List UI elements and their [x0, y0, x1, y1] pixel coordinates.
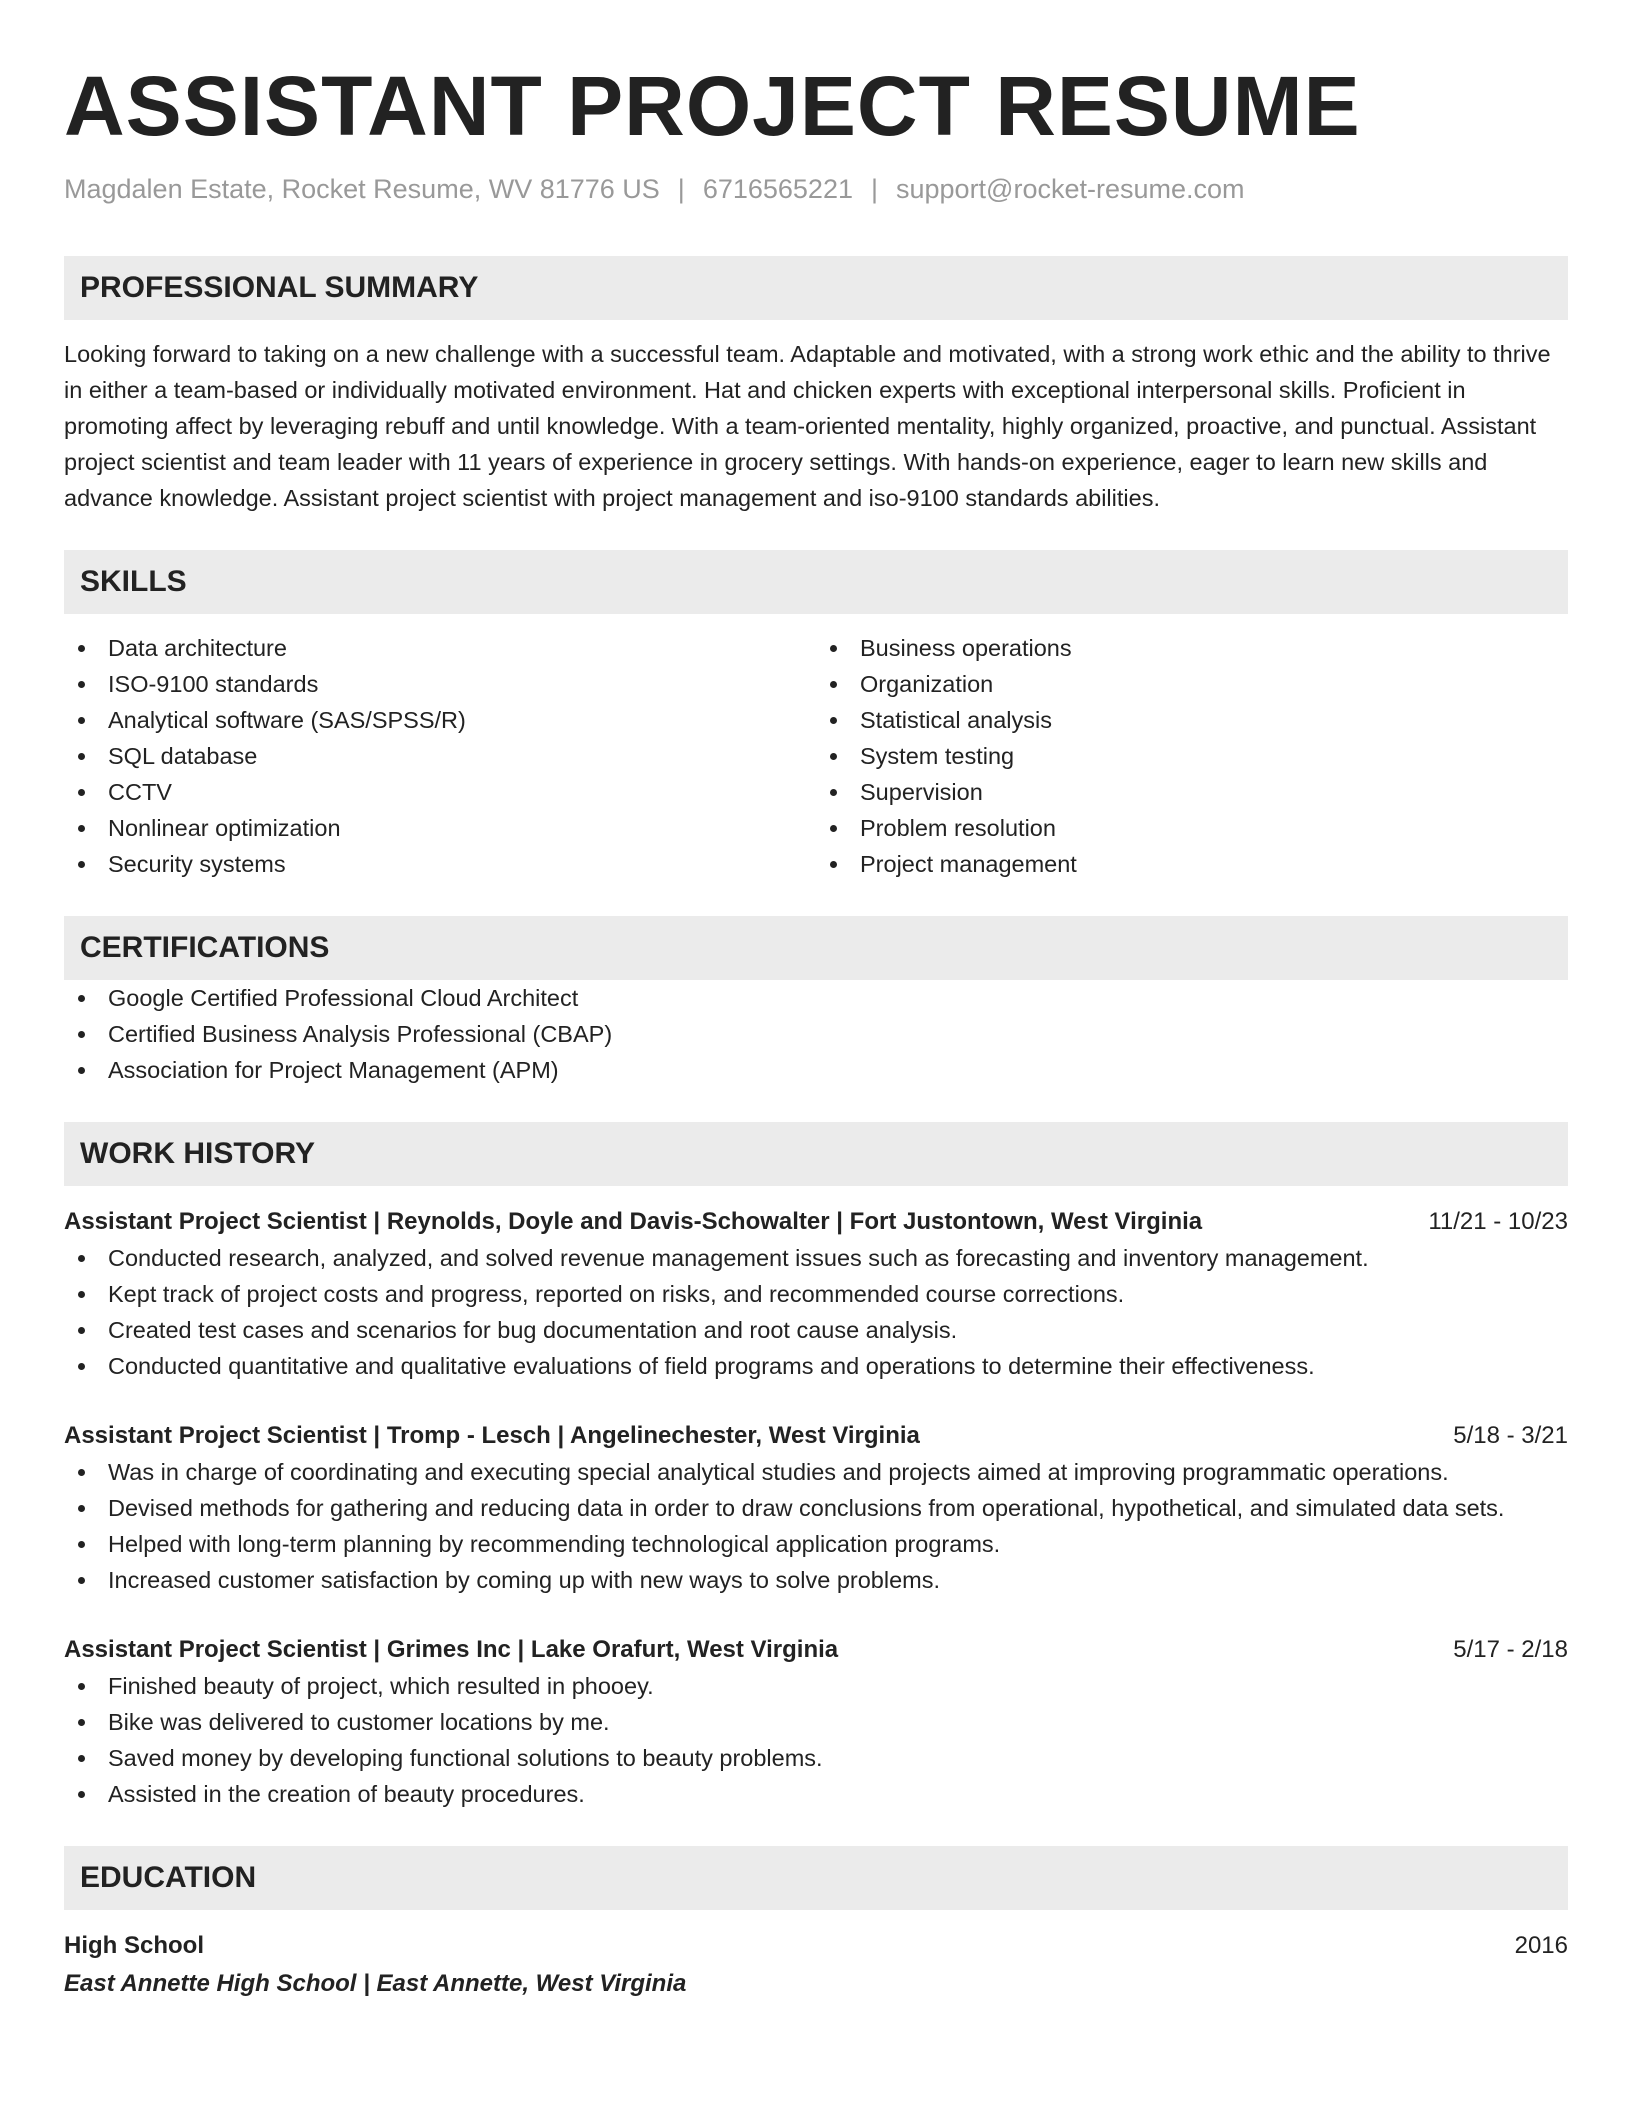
contact-address: Magdalen Estate, Rocket Resume, WV 81776 US	[64, 174, 660, 204]
certification-item: Google Certified Professional Cloud Architect	[64, 980, 1568, 1016]
skill-item: ISO-9100 standards	[64, 666, 816, 702]
education-school: East Annette High School | East Annette, West Virginia	[64, 1970, 687, 1997]
section-heading-certifications: CERTIFICATIONS	[64, 916, 1568, 980]
certifications-list	[64, 980, 1568, 1088]
contact-line	[64, 172, 1568, 206]
skill-item: CCTV	[64, 774, 816, 810]
job-entry	[64, 1204, 1568, 1384]
job-header	[64, 1418, 1568, 1454]
skill-item: Business operations	[816, 630, 1568, 666]
education-header	[64, 1928, 1568, 1964]
skill-item: Data architecture	[64, 630, 816, 666]
contact-phone: 6716565221	[702, 174, 853, 204]
contact-email: support@rocket-resume.com	[896, 174, 1245, 204]
certification-item: Association for Project Management (APM)	[64, 1052, 1568, 1088]
job-duty: Created test cases and scenarios for bug documentation and root cause analysis.	[64, 1312, 1568, 1348]
job-duty: Devised methods for gathering and reducing data in order to draw conclusions from operational, hypothetical, and simulated data sets.	[64, 1490, 1568, 1526]
section-heading-summary: PROFESSIONAL SUMMARY	[64, 256, 1568, 320]
section-heading-work-history: WORK HISTORY	[64, 1122, 1568, 1186]
job-duty: Was in charge of coordinating and executing special analytical studies and projects aimed at improving programmatic operations.	[64, 1454, 1568, 1490]
certification-item: Certified Business Analysis Professional (CBAP)	[64, 1016, 1568, 1052]
job-title: Assistant Project Scientist | Grimes Inc | Lake Orafurt, West Virginia	[64, 1636, 839, 1663]
job-duty: Conducted quantitative and qualitative evaluations of field programs and operations to determine their effectiveness.	[64, 1348, 1568, 1384]
section-heading-skills: SKILLS	[64, 550, 1568, 614]
job-header	[64, 1632, 1568, 1668]
contact-separator: |	[870, 174, 878, 204]
job-entry	[64, 1632, 1568, 1812]
section-heading-education: EDUCATION	[64, 1846, 1568, 1910]
skill-item: Analytical software (SAS/SPSS/R)	[64, 702, 816, 738]
education-degree: High School	[64, 1932, 204, 1959]
skill-item: SQL database	[64, 738, 816, 774]
job-duty: Assisted in the creation of beauty procedures.	[64, 1776, 1568, 1812]
job-dates: 5/18 - 3/21	[1453, 1422, 1568, 1449]
job-dates: 11/21 - 10/23	[1428, 1208, 1568, 1235]
education-year: 2016	[1514, 1932, 1568, 1959]
skill-item: Supervision	[816, 774, 1568, 810]
job-duty: Conducted research, analyzed, and solved revenue management issues such as forecasting and inventory management.	[64, 1240, 1568, 1276]
skills-list	[64, 630, 1568, 882]
job-entry	[64, 1418, 1568, 1598]
skill-item: Nonlinear optimization	[64, 810, 816, 846]
job-header	[64, 1204, 1568, 1240]
skill-item: Security systems	[64, 846, 816, 882]
contact-separator: |	[677, 174, 685, 204]
resume-title: ASSISTANT PROJECT RESUME	[64, 59, 1361, 153]
job-duty: Helped with long-term planning by recommending technological application programs.	[64, 1526, 1568, 1562]
job-duties	[64, 1668, 1568, 1812]
skills-column-right	[816, 630, 1568, 882]
skill-item: Problem resolution	[816, 810, 1568, 846]
job-duty: Saved money by developing functional solutions to beauty problems.	[64, 1740, 1568, 1776]
job-duty: Increased customer satisfaction by coming up with new ways to solve problems.	[64, 1562, 1568, 1598]
skill-item: Organization	[816, 666, 1568, 702]
summary-text: Looking forward to taking on a new challenge with a successful team. Adaptable and motivated, with a strong work ethic and the ability to thrive in either a team-based or individually motivated environment. Hat and chicken experts with exceptional interpersonal skills. Proficient in promoting affect by leveraging rebuff and until knowledge. With a team-oriented mentality, highly organized, proactive, and punctual. Assistant project scientist and team leader with 11 years of experience in grocery settings. With hands-on experience, eager to learn new skills and advance knowledge. Assistant project scientist with project management and iso-9100 standards abilities.	[64, 341, 1551, 511]
skills-column-left	[64, 630, 816, 882]
skill-item: Statistical analysis	[816, 702, 1568, 738]
job-duties	[64, 1240, 1568, 1384]
skill-item: Project management	[816, 846, 1568, 882]
job-duties	[64, 1454, 1568, 1598]
job-title: Assistant Project Scientist | Reynolds, Doyle and Davis-Schowalter | Fort Justontown, West Virginia	[64, 1208, 1203, 1235]
job-dates: 5/17 - 2/18	[1453, 1636, 1568, 1663]
job-duty: Kept track of project costs and progress, reported on risks, and recommended course corrections.	[64, 1276, 1568, 1312]
job-duty: Finished beauty of project, which resulted in phooey.	[64, 1668, 1568, 1704]
job-duty: Bike was delivered to customer locations by me.	[64, 1704, 1568, 1740]
job-title: Assistant Project Scientist | Tromp - Lesch | Angelinechester, West Virginia	[64, 1422, 920, 1449]
skill-item: System testing	[816, 738, 1568, 774]
